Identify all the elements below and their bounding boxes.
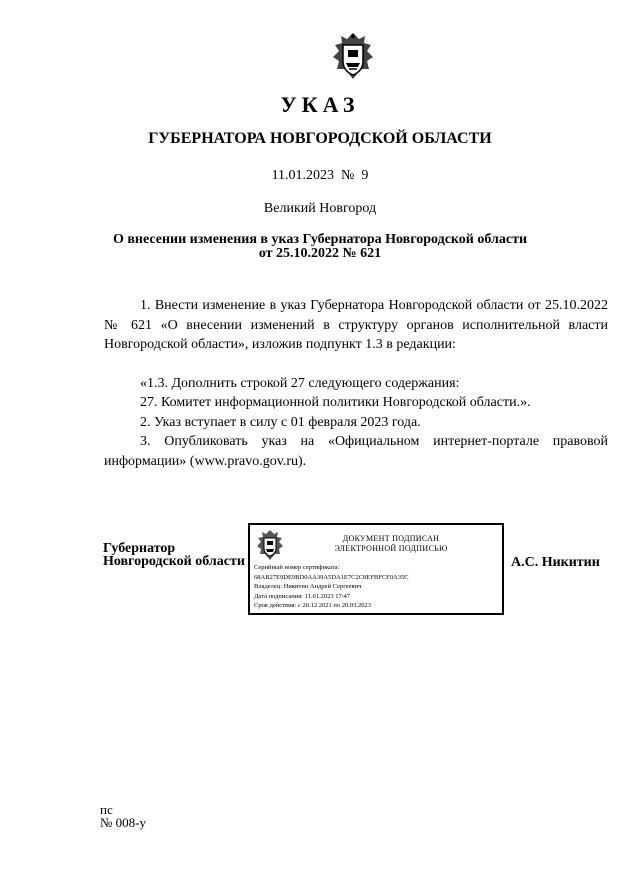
electronic-signature-stamp: [248, 523, 504, 615]
document-city: Великий Новгород: [263, 201, 377, 216]
document-subject: [0, 233, 640, 261]
stamp-owner: Владелец: Никитин Андрей Сергеевич: [254, 583, 362, 591]
document-issuer: ГУБЕРНАТОРА НОВГОРОДСКОЙ ОБЛАСТИ: [148, 130, 492, 147]
stamp-validity: Срок действия: с 20.12.2021 по 20.03.2023: [254, 602, 371, 610]
document-title: УКАЗ: [280, 92, 360, 117]
stamp-cert-label: Серийный номер сертификата:: [254, 564, 340, 571]
stamp-emblem-icon: [255, 529, 285, 561]
paragraph-3: 27. Комитет информационной политики Новгородской области.».: [140, 395, 531, 410]
paragraph-1: 1. Внести изменение в указ Губернатора Новгородской области от 25.10.2022 № 621 «О внесении изменений в структуру органов исполнительной власти Новгородской области», изложив подпункт 1.3 в редакции:: [104, 298, 608, 352]
stamp-header: [286, 534, 496, 554]
signatory-position: [103, 542, 245, 568]
footer-line-1: пс: [100, 802, 113, 817]
stamp-signed-date: Дата подписания: 11.01.2023 17:47: [254, 592, 351, 600]
stamp-details: [254, 563, 502, 611]
subject-line-2: от 25.10.2022 № 621: [258, 246, 382, 261]
footer-line-2: № 008-у: [100, 815, 146, 830]
stamp-header-line-1: ДОКУМЕНТ ПОДПИСАН: [342, 534, 440, 543]
signatory-position-line-2: Новгородской области: [103, 554, 245, 569]
document-footer: [100, 803, 146, 829]
stamp-cert-number: 68AB27E9DE9BD0AA39A5DA1E7C2C8EFBFCF0A35C: [254, 573, 409, 581]
signatory-position-line-1: Губернатор: [103, 541, 176, 556]
coat-of-arms-icon: [329, 31, 377, 81]
stamp-header-line-2: ЭЛЕКТРОННОЙ ПОДПИСЬЮ: [334, 544, 448, 553]
signatory-name: А.С. Никитин: [511, 555, 600, 570]
paragraph-4: 2. Указ вступает в силу с 01 февраля 2023 года.: [140, 415, 421, 430]
paragraph-5: 3. Опубликовать указ на «Официальном интернет-портале правовой информации» (www.pravo.gov.ru).: [104, 434, 608, 469]
paragraph-2: «1.3. Дополнить строкой 27 следующего содержания:: [140, 376, 460, 391]
subject-line-1: О внесении изменения в указ Губернатора Новгородской области: [112, 232, 528, 247]
document-date-number: 11.01.2023 № 9: [271, 168, 369, 183]
